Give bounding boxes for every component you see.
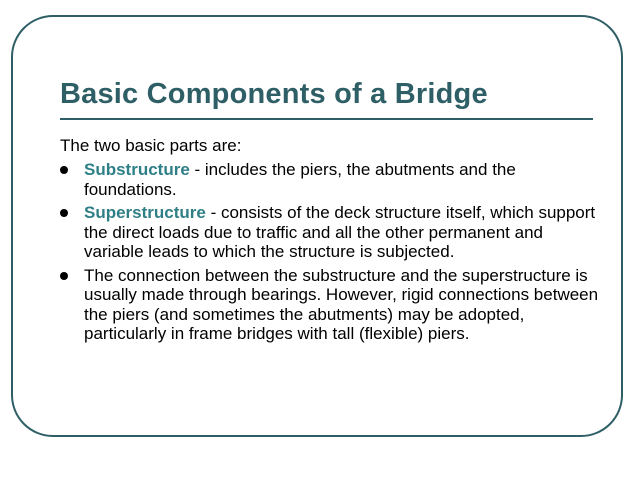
term-substructure: Substructure	[84, 160, 190, 179]
bullet-text-connection: The connection between the substructure and the superstructure is usually made through bearings. However, rigid connections between the piers (and sometimes the abutments) may be adopted, particularly in frame bridges with tall (flexible) piers.	[84, 265, 599, 343]
bullet-item-substructure	[60, 160, 600, 199]
term-superstructure: Superstructure	[84, 203, 206, 222]
bullet-item-superstructure	[60, 203, 600, 262]
intro-text: The two basic parts are:	[60, 136, 242, 155]
bullet-text-superstructure: - consists of the deck structure itself, which support the direct loads due to traffic and all the other permanent and variable leads to which the structure is subjected.	[84, 203, 596, 261]
bullet-dot-icon	[60, 166, 68, 174]
slide-title: Basic Components of a Bridge	[60, 78, 488, 110]
bullet-dot-icon	[60, 272, 68, 280]
bullet-text-substructure: - includes the piers, the abutments and the foundations.	[84, 160, 516, 199]
title-divider	[60, 118, 593, 120]
bullet-dot-icon	[60, 209, 68, 217]
bullet-item-connection	[60, 266, 600, 344]
bullet-list	[60, 160, 600, 348]
